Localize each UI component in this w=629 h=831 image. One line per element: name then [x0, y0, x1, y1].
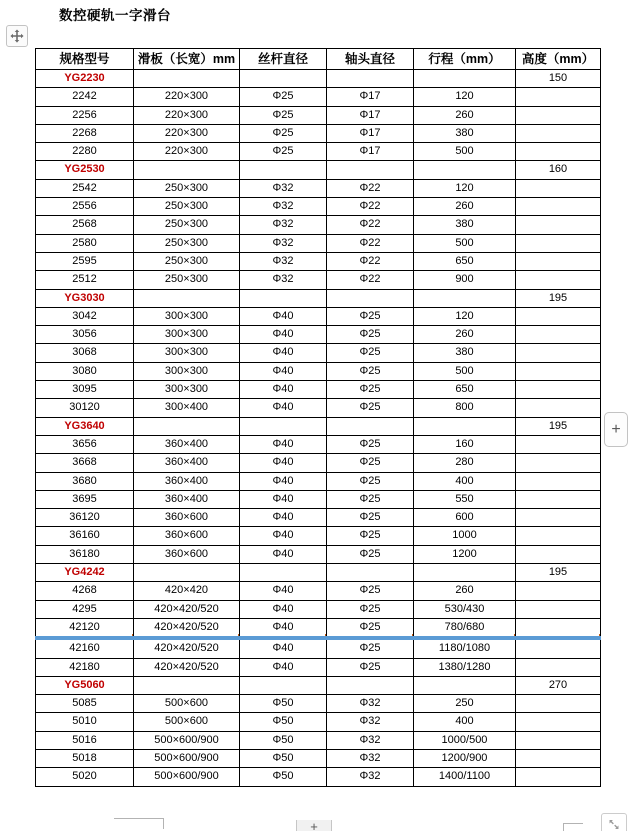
- cell-height: [516, 179, 601, 197]
- table-row: [36, 124, 601, 142]
- cell-height: [516, 658, 601, 676]
- cell-stroke: 650: [414, 381, 516, 399]
- cell-shaft: Φ25: [327, 545, 414, 563]
- table-row: [36, 234, 601, 252]
- cell-shaft: Φ22: [327, 271, 414, 289]
- table-row: [36, 271, 601, 289]
- cell-model: YG5060: [36, 676, 134, 694]
- cell-plate: 220×300: [134, 106, 240, 124]
- cell-plate: [134, 564, 240, 582]
- cell-plate: 360×400: [134, 490, 240, 508]
- document-title: 数控硬轨一字滑台: [59, 8, 171, 23]
- column-header: 高度（mm）: [516, 49, 601, 70]
- cell-stroke: 550: [414, 490, 516, 508]
- cell-screw: Φ25: [240, 88, 327, 106]
- cell-screw: Φ40: [240, 545, 327, 563]
- cell-height: 195: [516, 417, 601, 435]
- cell-shaft: Φ22: [327, 234, 414, 252]
- cell-stroke: 900: [414, 271, 516, 289]
- cell-model: 2280: [36, 143, 134, 161]
- cell-height: [516, 527, 601, 545]
- table-row: [36, 600, 601, 618]
- cell-height: 195: [516, 564, 601, 582]
- cell-model: 2580: [36, 234, 134, 252]
- cell-plate: 220×300: [134, 88, 240, 106]
- table-row: [36, 731, 601, 749]
- cell-stroke: 1000/500: [414, 731, 516, 749]
- table-row: [36, 362, 601, 380]
- plus-icon: +: [611, 420, 621, 438]
- cell-plate: 500×600: [134, 713, 240, 731]
- cell-model: 2542: [36, 179, 134, 197]
- cell-height: [516, 545, 601, 563]
- cell-model: 5085: [36, 695, 134, 713]
- cell-height: [516, 271, 601, 289]
- cell-stroke: 400: [414, 472, 516, 490]
- cell-stroke: 160: [414, 435, 516, 453]
- cell-plate: 500×600/900: [134, 731, 240, 749]
- cell-screw: Φ40: [240, 435, 327, 453]
- cell-stroke: 120: [414, 307, 516, 325]
- cell-plate: 250×300: [134, 216, 240, 234]
- cell-shaft: Φ25: [327, 509, 414, 527]
- cell-model: 42180: [36, 658, 134, 676]
- cell-model: 36180: [36, 545, 134, 563]
- cell-plate: 220×300: [134, 124, 240, 142]
- table-row: [36, 381, 601, 399]
- cell-shaft: Φ32: [327, 695, 414, 713]
- cell-stroke: 650: [414, 252, 516, 270]
- cell-model: 30120: [36, 399, 134, 417]
- cell-height: [516, 143, 601, 161]
- cell-height: [516, 509, 601, 527]
- cell-model: 5018: [36, 749, 134, 767]
- cell-height: [516, 600, 601, 618]
- cell-shaft: Φ25: [327, 658, 414, 676]
- cell-plate: 300×300: [134, 326, 240, 344]
- cell-plate: 220×300: [134, 143, 240, 161]
- cell-shaft: Φ32: [327, 768, 414, 786]
- cell-shaft: [327, 417, 414, 435]
- cell-stroke: 600: [414, 509, 516, 527]
- table-row: [36, 768, 601, 786]
- cell-model: YG2230: [36, 70, 134, 88]
- cell-screw: [240, 676, 327, 694]
- cell-screw: Φ40: [240, 600, 327, 618]
- cell-stroke: [414, 289, 516, 307]
- cell-height: [516, 638, 601, 658]
- cell-height: [516, 307, 601, 325]
- cell-plate: 360×400: [134, 435, 240, 453]
- cell-stroke: 780/680: [414, 618, 516, 638]
- cell-model: 3680: [36, 472, 134, 490]
- column-header: 轴头直径: [327, 49, 414, 70]
- cell-shaft: Φ25: [327, 582, 414, 600]
- spec-table: [35, 48, 601, 787]
- page-boundary-corner-right: [563, 823, 583, 831]
- group-row: [36, 676, 601, 694]
- cell-shaft: Φ22: [327, 216, 414, 234]
- cell-screw: Φ40: [240, 381, 327, 399]
- cell-shaft: Φ17: [327, 143, 414, 161]
- cell-screw: Φ50: [240, 768, 327, 786]
- table-row: [36, 435, 601, 453]
- table-row: [36, 216, 601, 234]
- cell-stroke: 260: [414, 106, 516, 124]
- cell-model: 5020: [36, 768, 134, 786]
- cell-model: 3080: [36, 362, 134, 380]
- table-row: [36, 638, 601, 658]
- cell-model: 42120: [36, 618, 134, 638]
- cell-height: [516, 399, 601, 417]
- cell-screw: [240, 564, 327, 582]
- cell-shaft: Φ17: [327, 88, 414, 106]
- cell-shaft: Φ32: [327, 749, 414, 767]
- cell-height: 195: [516, 289, 601, 307]
- cell-model: 3042: [36, 307, 134, 325]
- cell-plate: [134, 289, 240, 307]
- cell-height: [516, 618, 601, 638]
- column-header: 行程（mm）: [414, 49, 516, 70]
- cell-height: [516, 472, 601, 490]
- cell-shaft: [327, 70, 414, 88]
- plus-icon: +: [310, 819, 318, 831]
- table-row: [36, 695, 601, 713]
- cell-screw: Φ40: [240, 582, 327, 600]
- cell-plate: 360×600: [134, 545, 240, 563]
- cell-stroke: 260: [414, 326, 516, 344]
- cell-model: 2512: [36, 271, 134, 289]
- cell-screw: Φ32: [240, 252, 327, 270]
- cell-height: [516, 731, 601, 749]
- cell-stroke: [414, 676, 516, 694]
- cell-model: YG4242: [36, 564, 134, 582]
- cell-stroke: 800: [414, 399, 516, 417]
- cell-shaft: Φ25: [327, 307, 414, 325]
- page-boundary-corner-left: [114, 818, 164, 829]
- cell-height: [516, 490, 601, 508]
- cell-model: 5010: [36, 713, 134, 731]
- cell-height: [516, 695, 601, 713]
- cell-shaft: Φ22: [327, 252, 414, 270]
- cell-model: 2568: [36, 216, 134, 234]
- cell-shaft: Φ32: [327, 713, 414, 731]
- cell-model: 2595: [36, 252, 134, 270]
- cell-model: YG3640: [36, 417, 134, 435]
- table-row: [36, 399, 601, 417]
- table-row: [36, 582, 601, 600]
- cell-plate: 420×420: [134, 582, 240, 600]
- add-row-button[interactable]: [604, 412, 628, 447]
- cell-stroke: 1200: [414, 545, 516, 563]
- cell-model: 2556: [36, 198, 134, 216]
- cell-stroke: 380: [414, 124, 516, 142]
- cell-plate: 360×400: [134, 472, 240, 490]
- cell-shaft: Φ25: [327, 527, 414, 545]
- cell-height: [516, 88, 601, 106]
- cell-screw: Φ40: [240, 509, 327, 527]
- cell-screw: Φ32: [240, 234, 327, 252]
- cell-screw: Φ25: [240, 143, 327, 161]
- column-header: 规格型号: [36, 49, 134, 70]
- table-row: [36, 106, 601, 124]
- cell-shaft: Φ25: [327, 472, 414, 490]
- cell-plate: 300×300: [134, 307, 240, 325]
- cell-height: [516, 198, 601, 216]
- cell-stroke: [414, 564, 516, 582]
- cell-stroke: 120: [414, 179, 516, 197]
- cell-stroke: 1400/1100: [414, 768, 516, 786]
- cell-height: [516, 106, 601, 124]
- table-row: [36, 326, 601, 344]
- cell-plate: 250×300: [134, 271, 240, 289]
- cell-height: [516, 344, 601, 362]
- table-row: [36, 252, 601, 270]
- table-row: [36, 472, 601, 490]
- cell-plate: 300×300: [134, 344, 240, 362]
- cell-screw: Φ32: [240, 216, 327, 234]
- cell-screw: Φ32: [240, 179, 327, 197]
- move-icon: [10, 29, 24, 43]
- cell-screw: Φ25: [240, 106, 327, 124]
- cell-stroke: [414, 417, 516, 435]
- cell-shaft: [327, 289, 414, 307]
- table-row: [36, 749, 601, 767]
- cell-plate: 300×300: [134, 381, 240, 399]
- cell-screw: Φ40: [240, 658, 327, 676]
- cell-model: 42160: [36, 638, 134, 658]
- cell-stroke: 380: [414, 344, 516, 362]
- cell-screw: Φ40: [240, 490, 327, 508]
- diagonal-resize-icon: [607, 818, 621, 831]
- cell-shaft: Φ25: [327, 490, 414, 508]
- cell-model: 36120: [36, 509, 134, 527]
- group-row: [36, 417, 601, 435]
- cell-plate: 500×600/900: [134, 768, 240, 786]
- cell-shaft: Φ25: [327, 362, 414, 380]
- cell-screw: Φ32: [240, 198, 327, 216]
- cell-stroke: 1200/900: [414, 749, 516, 767]
- cell-model: 3656: [36, 435, 134, 453]
- cell-model: 2256: [36, 106, 134, 124]
- cell-screw: Φ50: [240, 731, 327, 749]
- zoom-in-button[interactable]: [296, 820, 332, 831]
- cell-plate: 250×300: [134, 198, 240, 216]
- cell-plate: 420×420/520: [134, 600, 240, 618]
- cell-height: [516, 713, 601, 731]
- cell-height: [516, 768, 601, 786]
- cell-height: [516, 381, 601, 399]
- cell-height: 270: [516, 676, 601, 694]
- cell-plate: 300×300: [134, 362, 240, 380]
- cell-stroke: 120: [414, 88, 516, 106]
- cell-height: [516, 216, 601, 234]
- cell-plate: [134, 70, 240, 88]
- group-row: [36, 70, 601, 88]
- cell-shaft: Φ25: [327, 381, 414, 399]
- cell-stroke: 500: [414, 143, 516, 161]
- cell-screw: Φ25: [240, 124, 327, 142]
- cell-model: 3695: [36, 490, 134, 508]
- cell-height: [516, 454, 601, 472]
- cell-shaft: Φ25: [327, 326, 414, 344]
- cell-model: YG2530: [36, 161, 134, 179]
- cell-plate: 250×300: [134, 252, 240, 270]
- cell-screw: Φ40: [240, 344, 327, 362]
- cell-screw: Φ50: [240, 713, 327, 731]
- table-move-handle[interactable]: [6, 25, 28, 47]
- cell-height: [516, 582, 601, 600]
- cell-height: 160: [516, 161, 601, 179]
- group-row: [36, 161, 601, 179]
- cell-screw: Φ40: [240, 326, 327, 344]
- cell-screw: [240, 161, 327, 179]
- cell-shaft: [327, 676, 414, 694]
- cell-screw: Φ40: [240, 638, 327, 658]
- cell-stroke: 380: [414, 216, 516, 234]
- cell-screw: [240, 417, 327, 435]
- cell-height: [516, 749, 601, 767]
- column-header: 丝杆直径: [240, 49, 327, 70]
- cell-model: 3668: [36, 454, 134, 472]
- cell-shaft: Φ17: [327, 124, 414, 142]
- cell-model: 3068: [36, 344, 134, 362]
- cell-height: 150: [516, 70, 601, 88]
- cell-shaft: Φ25: [327, 344, 414, 362]
- cell-screw: Φ50: [240, 749, 327, 767]
- cell-shaft: Φ25: [327, 618, 414, 638]
- cell-height: [516, 252, 601, 270]
- cell-screw: Φ40: [240, 362, 327, 380]
- cell-model: 5016: [36, 731, 134, 749]
- table-row: [36, 307, 601, 325]
- cell-model: 3056: [36, 326, 134, 344]
- table-row: [36, 179, 601, 197]
- cell-stroke: [414, 70, 516, 88]
- cell-height: [516, 435, 601, 453]
- cell-shaft: [327, 564, 414, 582]
- table-header-row: [36, 49, 601, 70]
- cell-height: [516, 124, 601, 142]
- cell-model: 2242: [36, 88, 134, 106]
- cell-stroke: 1380/1280: [414, 658, 516, 676]
- cell-shaft: [327, 161, 414, 179]
- cell-shaft: Φ25: [327, 638, 414, 658]
- cell-model: 3095: [36, 381, 134, 399]
- column-header: 滑板（长宽）mm: [134, 49, 240, 70]
- cell-stroke: 400: [414, 713, 516, 731]
- cell-shaft: Φ25: [327, 435, 414, 453]
- cell-height: [516, 362, 601, 380]
- cell-screw: Φ50: [240, 695, 327, 713]
- cell-screw: Φ40: [240, 399, 327, 417]
- cell-stroke: 1180/1080: [414, 638, 516, 658]
- cell-shaft: Φ22: [327, 198, 414, 216]
- table-row: [36, 454, 601, 472]
- cell-stroke: 500: [414, 362, 516, 380]
- cell-plate: 500×600/900: [134, 749, 240, 767]
- cell-plate: 500×600: [134, 695, 240, 713]
- cell-screw: Φ40: [240, 527, 327, 545]
- cell-plate: [134, 676, 240, 694]
- cell-shaft: Φ25: [327, 454, 414, 472]
- cell-shaft: Φ22: [327, 179, 414, 197]
- cell-plate: 420×420/520: [134, 658, 240, 676]
- cell-screw: Φ32: [240, 271, 327, 289]
- cell-model: 36160: [36, 527, 134, 545]
- cell-stroke: [414, 161, 516, 179]
- table-row: [36, 490, 601, 508]
- cell-screw: [240, 70, 327, 88]
- table-row: [36, 545, 601, 563]
- cell-stroke: 500: [414, 234, 516, 252]
- cell-screw: [240, 289, 327, 307]
- cell-model: YG3030: [36, 289, 134, 307]
- cell-screw: Φ40: [240, 472, 327, 490]
- cell-height: [516, 326, 601, 344]
- table-row: [36, 527, 601, 545]
- cell-plate: 360×600: [134, 509, 240, 527]
- cell-plate: [134, 417, 240, 435]
- table-row: [36, 509, 601, 527]
- table-row: [36, 344, 601, 362]
- cell-plate: 420×420/520: [134, 618, 240, 638]
- table-row: [36, 143, 601, 161]
- cell-model: 4268: [36, 582, 134, 600]
- fit-resize-button[interactable]: [601, 813, 627, 831]
- cell-plate: [134, 161, 240, 179]
- cell-plate: 360×600: [134, 527, 240, 545]
- table-row: [36, 618, 601, 638]
- cell-plate: 300×400: [134, 399, 240, 417]
- group-row: [36, 564, 601, 582]
- cell-shaft: Φ25: [327, 600, 414, 618]
- table-row: [36, 198, 601, 216]
- cell-stroke: 1000: [414, 527, 516, 545]
- cell-shaft: Φ32: [327, 731, 414, 749]
- cell-stroke: 250: [414, 695, 516, 713]
- cell-screw: Φ40: [240, 618, 327, 638]
- cell-shaft: Φ17: [327, 106, 414, 124]
- cell-stroke: 530/430: [414, 600, 516, 618]
- cell-model: 2268: [36, 124, 134, 142]
- table-row: [36, 658, 601, 676]
- cell-screw: Φ40: [240, 454, 327, 472]
- group-row: [36, 289, 601, 307]
- table-row: [36, 88, 601, 106]
- cell-stroke: 280: [414, 454, 516, 472]
- cell-screw: Φ40: [240, 307, 327, 325]
- table-row: [36, 713, 601, 731]
- cell-plate: 250×300: [134, 179, 240, 197]
- cell-plate: 250×300: [134, 234, 240, 252]
- cell-height: [516, 234, 601, 252]
- cell-stroke: 260: [414, 582, 516, 600]
- cell-plate: 420×420/520: [134, 638, 240, 658]
- cell-plate: 360×400: [134, 454, 240, 472]
- cell-shaft: Φ25: [327, 399, 414, 417]
- cell-stroke: 260: [414, 198, 516, 216]
- cell-model: 4295: [36, 600, 134, 618]
